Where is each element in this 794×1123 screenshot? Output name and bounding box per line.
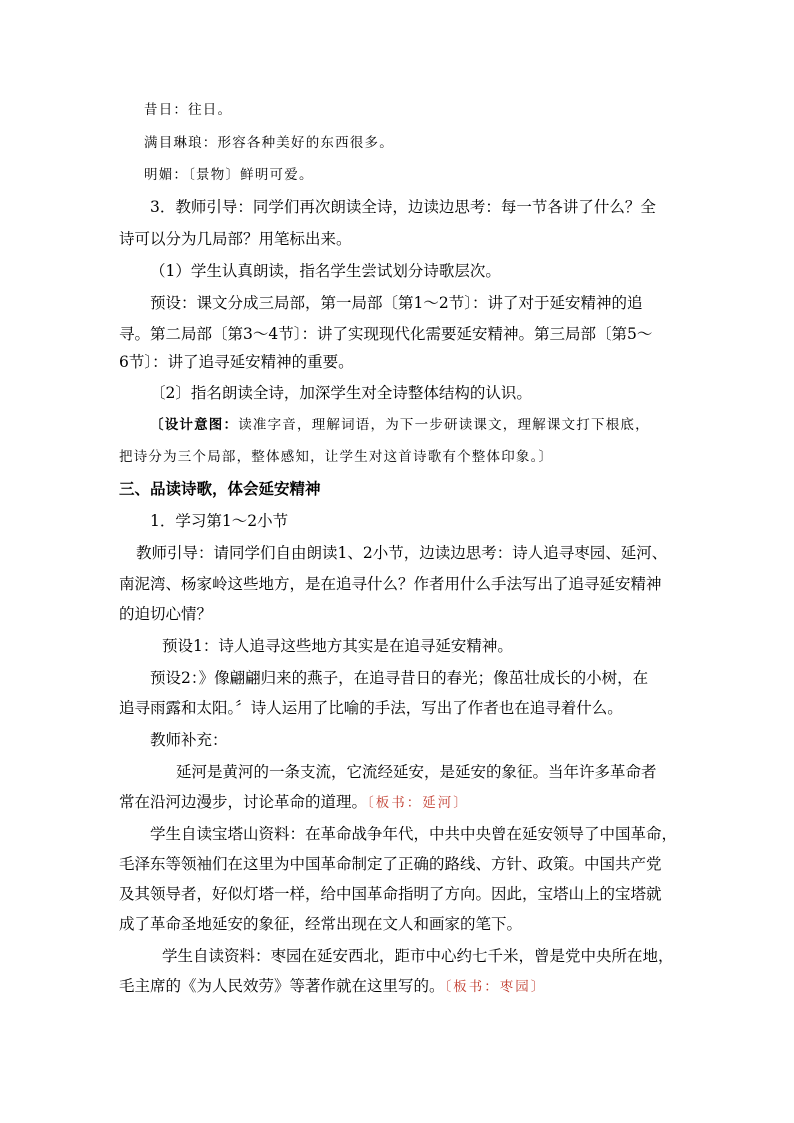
subsection-heading: 1．学习第1～2小节 bbox=[150, 512, 289, 530]
paragraph-line: 学生自读宝塔山资料：在革命战争年代，中共中央曾在延安领导了中国革命， bbox=[150, 825, 678, 843]
paragraph-line: 成了革命圣地延安的象征，经常出现在文人和画家的笔下。 bbox=[119, 915, 523, 933]
paragraph-line: 诗可以分为几局部？用笔标出来。 bbox=[119, 230, 352, 248]
board-note-yanhe: 〔板书：延河〕 bbox=[367, 795, 469, 811]
paragraph-line: 毛泽东等领袖们在这里为中国革命制定了正确的路线、方针、政策。中国共产党 bbox=[119, 855, 662, 873]
paragraph-line: 教师引导：请同学们自由朗读1、2小节，边读边思考：诗人追寻枣园、延河、 bbox=[136, 544, 668, 562]
paragraph-line: 追寻雨露和太阳。〞诗人运用了比喻的手法，写出了作者也在追寻着什么。 bbox=[119, 699, 623, 717]
design-intent-line: 把诗分为三个局部，整体感知，让学生对这首诗歌有个整体印象。〕 bbox=[119, 449, 554, 465]
paragraph-line: 预设2：》像翩翩归来的燕子，在追寻昔日的春光；像茁壮成长的小树，在 bbox=[150, 669, 649, 687]
gloss-xiri: 昔日：往日。 bbox=[144, 102, 233, 118]
paragraph-line: 寻。第二局部〔第3～4节〕：讲了实现现代化需要延安精神。第三局部〔第5～ bbox=[119, 325, 653, 343]
paragraph-line: 学生自读资料：枣园在延安西北，距市中心约七千米，曾是党中央所在地， bbox=[162, 947, 674, 965]
paragraph-line: 预设1：诗人追寻这些地方其实是在追寻延安精神。 bbox=[162, 637, 513, 655]
paragraph-line: 6节〕：讲了追寻延安精神的重要。 bbox=[119, 353, 354, 371]
design-intent-line bbox=[150, 415, 710, 435]
paragraph-line: 〔2〕指名朗读全诗，加深学生对全诗整体结构的认识。 bbox=[150, 384, 532, 402]
section-heading: 三、品读诗歌，体会延安精神 bbox=[119, 479, 321, 498]
gloss-mingmei: 明媚：〔景物〕鲜明可爱。 bbox=[144, 167, 314, 183]
paragraph-line: 3．教师引导：同学们再次朗读全诗，边读边思考：每一节各讲了什么？全 bbox=[150, 198, 656, 216]
paragraph-line: 南泥湾、杨家岭这些地方，是在追寻什么？作者用什么手法写出了追寻延安精神 bbox=[119, 575, 662, 593]
board-note-zaoyuan: 〔板书：枣园〕 bbox=[444, 979, 547, 995]
paragraph-text: 常在沿河边漫步，讨论革命的道理。 bbox=[119, 793, 368, 811]
paragraph-line: 预设：课文分成三局部，第一局部〔第1～2节〕：讲了对于延安精神的追 bbox=[150, 294, 643, 312]
gloss-manmu: 满目琳琅：形容各种美好的东西很多。 bbox=[144, 135, 394, 151]
paragraph-line bbox=[119, 976, 679, 997]
paragraph-line: 及其领导者，好似灯塔一样，给中国革命指明了方向。因此，宝塔山上的宝塔就 bbox=[119, 885, 662, 903]
design-intent-label: 〔设计意图： bbox=[150, 417, 239, 433]
paragraph-text: 毛主席的《为人民效劳》等著作就在这里写的。 bbox=[119, 977, 445, 995]
paragraph-line: 延河是黄河的一条支流，它流经延安，是延安的象征。当年许多革命者 bbox=[176, 763, 657, 781]
paragraph-line: （1）学生认真朗读，指名学生尝试划分诗歌层次。 bbox=[150, 262, 501, 280]
paragraph-line: 教师补充： bbox=[150, 731, 228, 749]
paragraph-line bbox=[119, 792, 679, 813]
design-intent-text: 读准字音，理解词语，为下一步研读课文，理解课文打下根底， bbox=[238, 417, 650, 433]
paragraph-line: 的迫切心情？ bbox=[119, 605, 213, 623]
